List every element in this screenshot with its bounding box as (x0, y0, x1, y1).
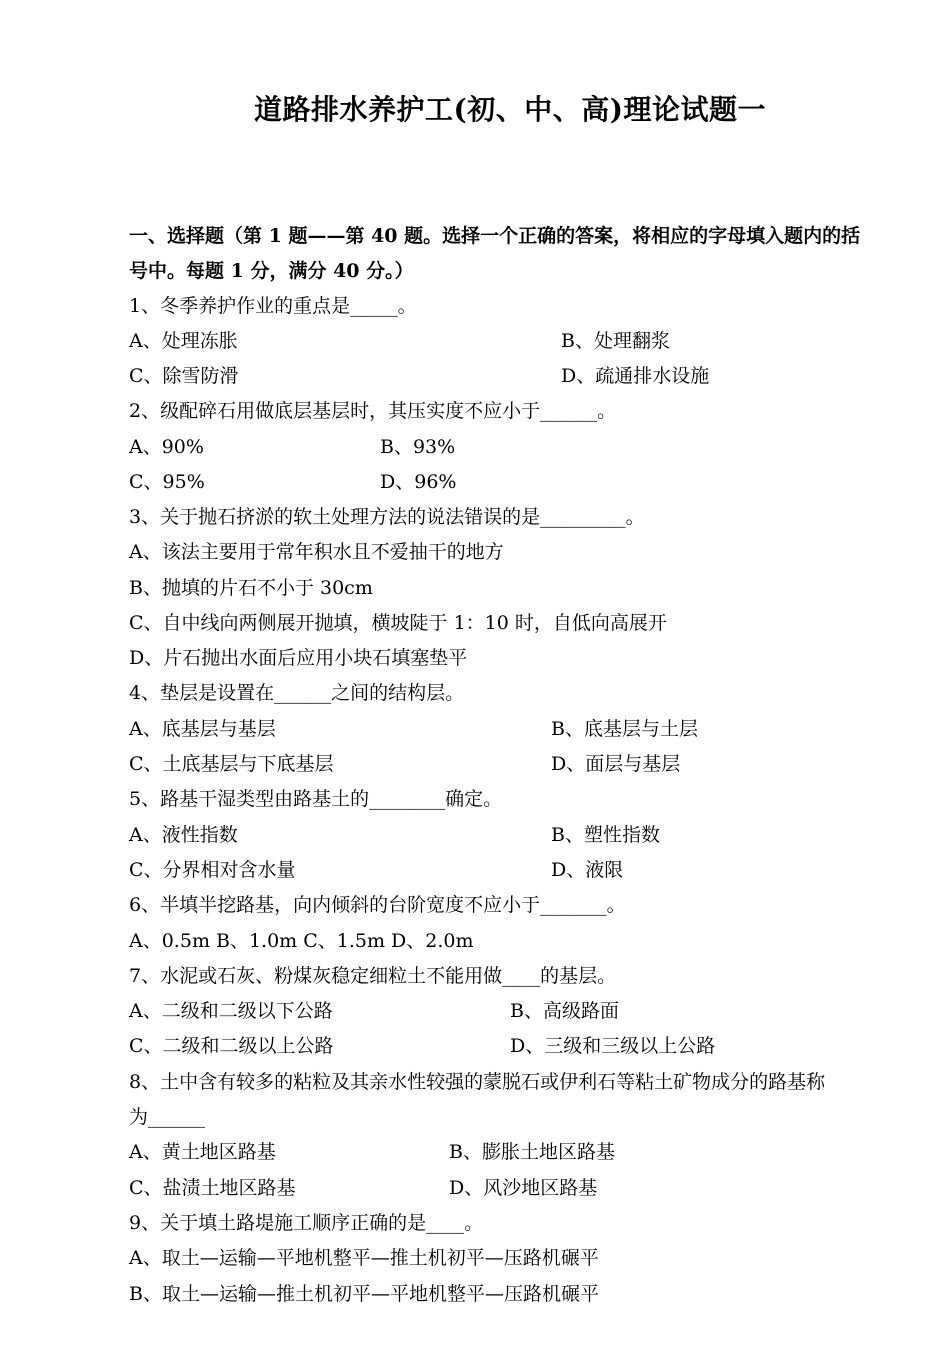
question-3-option-c: C、自中线向两侧展开抛填，横坡陡于 1：10 时，自低向高展开 (129, 612, 667, 634)
question-8-stem-line-1: 8、土中含有较多的粘粒及其亲水性较强的蒙脱石或伊利石等粘土矿物成分的路基称 (129, 1071, 826, 1093)
question-4-option-a: A、底基层与基层 (129, 718, 276, 740)
question-7-option-c: C、二级和二级以上公路 (129, 1035, 334, 1057)
question-2-option-b: B、93% (380, 436, 456, 458)
question-9-option-a: A、取土—运输—平地机整平—推土机初平—压路机碾平 (129, 1247, 599, 1269)
question-4-option-c: C、土底基层与下底基层 (129, 753, 334, 775)
question-4-option-d: D、面层与基层 (551, 753, 681, 775)
question-5-stem: 5、路基干湿类型由路基土的________确定。 (129, 788, 503, 810)
question-1-stem: 1、冬季养护作业的重点是_____。 (129, 295, 417, 317)
question-8-option-d: D、风沙地区路基 (449, 1177, 598, 1199)
question-5-option-b: B、塑性指数 (551, 824, 660, 846)
question-8-option-a: A、黄土地区路基 (129, 1141, 276, 1163)
question-5-option-d: D、液限 (551, 859, 624, 881)
question-6-stem: 6、半填半挖路基，向内倾斜的台阶宽度不应小于_______。 (129, 894, 626, 916)
question-8-option-b: B、膨胀土地区路基 (449, 1141, 615, 1163)
section-heading-line-2: 号中。每题 1 分，满分 40 分。） (129, 260, 414, 282)
question-8-option-c: C、盐渍土地区路基 (129, 1177, 296, 1199)
question-7-stem: 7、水泥或石灰、粉煤灰稳定细粒土不能用做____的基层。 (129, 965, 617, 987)
question-1-option-d: D、疏通排水设施 (561, 365, 710, 387)
question-7-option-a: A、二级和二级以下公路 (129, 1000, 333, 1022)
question-4-stem: 4、垫层是设置在______之间的结构层。 (129, 682, 465, 704)
question-4-option-b: B、底基层与土层 (551, 718, 698, 740)
question-3-option-a: A、该法主要用于常年积水且不爱抽干的地方 (129, 541, 504, 563)
question-7-option-d: D、三级和三级以上公路 (510, 1035, 716, 1057)
question-7-option-b: B、高级路面 (510, 1000, 619, 1022)
document-title: 道路排水养护工(初、中、高)理论试题一 (254, 93, 766, 126)
question-2-stem: 2、级配碎石用做底层基层时，其压实度不应小于______。 (129, 400, 617, 422)
question-1-option-c: C、除雪防滑 (129, 365, 239, 387)
question-1-option-b: B、处理翻浆 (561, 330, 670, 352)
question-5-option-a: A、液性指数 (129, 824, 238, 846)
question-5-option-c: C、分界相对含水量 (129, 859, 296, 881)
question-3-stem: 3、关于抛石挤淤的软土处理方法的说法错误的是_________。 (129, 506, 645, 528)
question-3-option-d: D、片石抛出水面后应用小块石填塞垫平 (129, 647, 468, 669)
question-2-option-c: C、95% (129, 471, 205, 493)
question-9-stem: 9、关于填土路堤施工顺序正确的是____。 (129, 1212, 484, 1234)
question-2-option-d: D、96% (380, 471, 457, 493)
question-9-option-b: B、取土—运输—推土机初平—平地机整平—压路机碾平 (129, 1283, 599, 1305)
question-3-option-b: B、抛填的片石不小于 30cm (129, 577, 373, 599)
question-1-option-a: A、处理冻胀 (129, 330, 238, 352)
section-heading-line-1: 一、选择题（第 1 题——第 40 题。选择一个正确的答案，将相应的字母填入题内的括 (129, 225, 861, 247)
question-6-options: A、0.5m B、1.0m C、1.5m D、2.0m (129, 930, 474, 952)
question-2-option-a: A、90% (129, 436, 204, 458)
question-8-stem-line-2: 为______ (129, 1106, 206, 1128)
